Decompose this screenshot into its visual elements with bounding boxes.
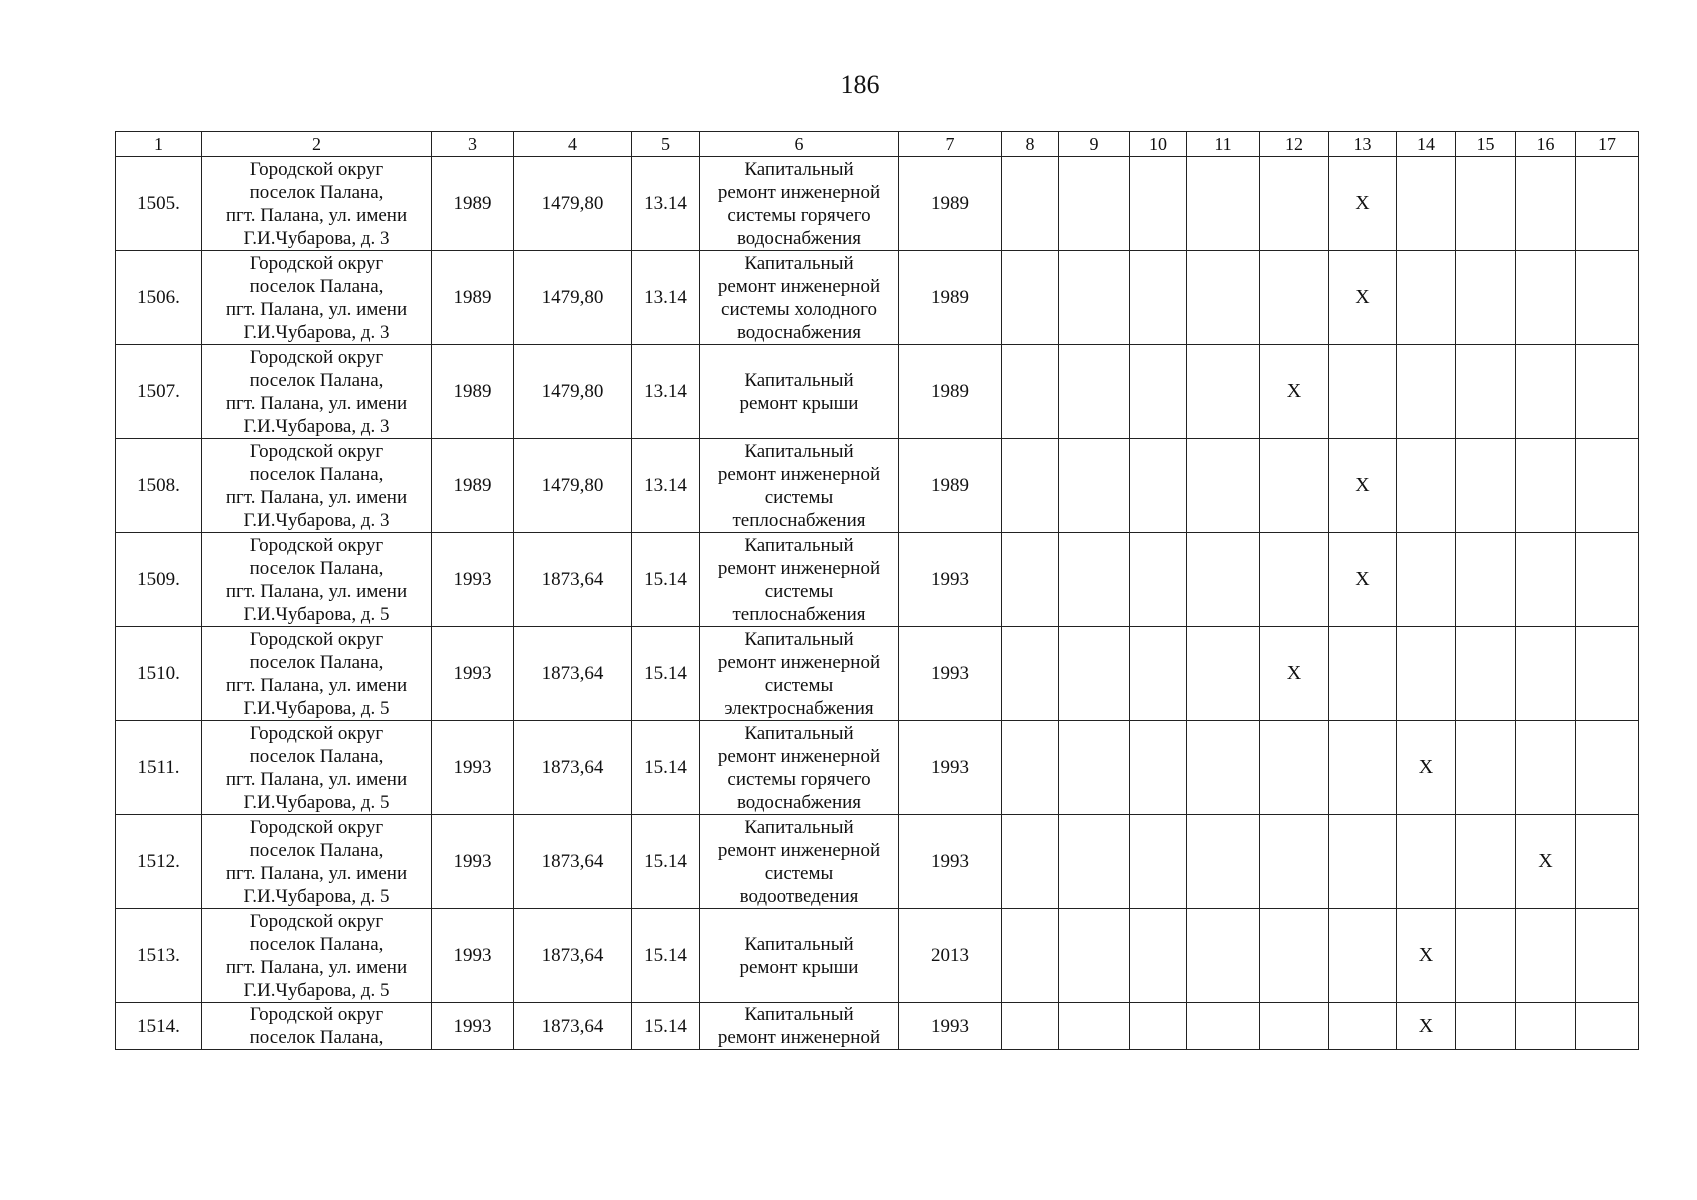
- mark-cell: [1516, 815, 1576, 909]
- address-line: пгт. Палана, ул. имени: [225, 580, 408, 602]
- address-line: Г.И.Чубарова, д. 5: [243, 791, 390, 813]
- area-cell: 1479,80: [514, 251, 632, 345]
- empty-cell: [1002, 909, 1059, 1003]
- work-type-cell: [700, 909, 899, 1003]
- x-mark: X: [1355, 568, 1370, 590]
- address-line: пгт. Палана, ул. имени: [225, 204, 408, 226]
- empty-cell: [1187, 157, 1260, 251]
- empty-cell: [1516, 1003, 1576, 1050]
- empty-cell: [1397, 251, 1456, 345]
- address-line: Г.И.Чубарова, д. 5: [243, 697, 390, 719]
- table-row: [116, 345, 1639, 439]
- empty-cell: [1130, 815, 1187, 909]
- empty-cell: [1260, 533, 1329, 627]
- empty-cell: [1187, 909, 1260, 1003]
- mark-cell: [1397, 721, 1456, 815]
- work-type-cell: [700, 439, 899, 533]
- row-number: 1510.: [116, 627, 202, 721]
- empty-cell: [1059, 815, 1130, 909]
- code-cell: 15.14: [632, 533, 700, 627]
- address-line: пгт. Палана, ул. имени: [225, 392, 408, 414]
- work-type-cell: [700, 157, 899, 251]
- year-cell: 1993: [432, 721, 514, 815]
- address-line: пгт. Палана, ул. имени: [225, 298, 408, 320]
- empty-cell: [1516, 533, 1576, 627]
- work-line: электроснабжения: [724, 697, 874, 719]
- empty-cell: [1516, 345, 1576, 439]
- work-line: системы: [764, 486, 834, 508]
- empty-cell: [1456, 345, 1516, 439]
- address-line: Городской округ: [249, 252, 384, 274]
- work-line: водоснабжения: [736, 227, 862, 249]
- area-cell: 1873,64: [514, 533, 632, 627]
- row-number: 1514.: [116, 1003, 202, 1050]
- year-cell: 1989: [432, 439, 514, 533]
- mark-cell: [1329, 533, 1397, 627]
- work-type-cell: [700, 533, 899, 627]
- column-header-10: 10: [1130, 132, 1187, 157]
- row-number: 1509.: [116, 533, 202, 627]
- address-line: Городской округ: [249, 628, 384, 650]
- row-number: 1506.: [116, 251, 202, 345]
- address-line: Городской округ: [249, 158, 384, 180]
- address-line: Городской округ: [249, 722, 384, 744]
- work-line: теплоснабжения: [732, 509, 866, 531]
- x-mark: X: [1418, 944, 1434, 966]
- empty-cell: [1397, 157, 1456, 251]
- empty-cell: [1187, 815, 1260, 909]
- area-cell: 1873,64: [514, 909, 632, 1003]
- empty-cell: [1516, 627, 1576, 721]
- empty-cell: [1002, 533, 1059, 627]
- address-line: поселок Палана,: [249, 463, 384, 485]
- table-row: [116, 251, 1639, 345]
- row-number: 1511.: [116, 721, 202, 815]
- table-row: [116, 815, 1639, 909]
- column-header-12: 12: [1260, 132, 1329, 157]
- empty-cell: [1187, 721, 1260, 815]
- address-line: Г.И.Чубарова, д. 3: [243, 227, 390, 249]
- register-table: [115, 131, 1639, 1050]
- address-line: Г.И.Чубарова, д. 3: [243, 509, 390, 531]
- empty-cell: [1059, 251, 1130, 345]
- empty-cell: [1260, 909, 1329, 1003]
- address-line: пгт. Палана, ул. имени: [225, 862, 408, 884]
- planned-year-cell: 1993: [899, 815, 1002, 909]
- table-row: [116, 721, 1639, 815]
- empty-cell: [1397, 627, 1456, 721]
- empty-cell: [1516, 251, 1576, 345]
- empty-cell: [1059, 1003, 1130, 1050]
- empty-cell: [1576, 439, 1639, 533]
- work-type-cell: [700, 251, 899, 345]
- empty-cell: [1576, 157, 1639, 251]
- column-header-17: 17: [1576, 132, 1639, 157]
- address-line: Городской округ: [249, 346, 384, 368]
- empty-cell: [1059, 533, 1130, 627]
- address-line: Городской округ: [249, 910, 384, 932]
- year-cell: 1993: [432, 909, 514, 1003]
- empty-cell: [1456, 439, 1516, 533]
- year-cell: 1993: [432, 533, 514, 627]
- address-line: пгт. Палана, ул. имени: [225, 768, 408, 790]
- empty-cell: [1187, 627, 1260, 721]
- work-line: Капитальный: [744, 158, 854, 180]
- x-mark: X: [1286, 380, 1302, 402]
- work-type-cell: [700, 627, 899, 721]
- work-line: ремонт инженерной: [717, 181, 881, 203]
- mark-cell: [1329, 439, 1397, 533]
- empty-cell: [1187, 251, 1260, 345]
- column-header-8: 8: [1002, 132, 1059, 157]
- address-line: поселок Палана,: [249, 651, 384, 673]
- empty-cell: [1002, 627, 1059, 721]
- code-cell: 15.14: [632, 1003, 700, 1050]
- empty-cell: [1130, 251, 1187, 345]
- address-line: поселок Палана,: [249, 745, 384, 767]
- empty-cell: [1260, 815, 1329, 909]
- empty-cell: [1576, 251, 1639, 345]
- work-line: ремонт крыши: [739, 392, 859, 414]
- empty-cell: [1260, 251, 1329, 345]
- address-line: поселок Палана,: [249, 275, 384, 297]
- column-header-9: 9: [1059, 132, 1130, 157]
- address-line: поселок Палана,: [249, 181, 384, 203]
- work-line: Капитальный: [744, 933, 854, 955]
- planned-year-cell: 2013: [899, 909, 1002, 1003]
- work-line: Капитальный: [744, 1004, 854, 1025]
- table-row: [116, 909, 1639, 1003]
- x-mark: X: [1538, 850, 1553, 872]
- column-header-3: 3: [432, 132, 514, 157]
- code-cell: 13.14: [632, 251, 700, 345]
- address-line: поселок Палана,: [249, 1027, 384, 1048]
- work-line: теплоснабжения: [732, 603, 866, 625]
- empty-cell: [1260, 157, 1329, 251]
- empty-cell: [1002, 345, 1059, 439]
- empty-cell: [1456, 909, 1516, 1003]
- x-mark: X: [1286, 662, 1302, 684]
- work-line: системы: [764, 862, 834, 884]
- year-cell: 1993: [432, 815, 514, 909]
- empty-cell: [1002, 157, 1059, 251]
- code-cell: 13.14: [632, 345, 700, 439]
- work-line: ремонт инженерной: [717, 1027, 881, 1048]
- empty-cell: [1329, 1003, 1397, 1050]
- empty-cell: [1002, 1003, 1059, 1050]
- work-line: ремонт инженерной: [717, 745, 881, 767]
- address-line: Городской округ: [249, 816, 384, 838]
- row-number: 1507.: [116, 345, 202, 439]
- empty-cell: [1576, 815, 1639, 909]
- table-row: [116, 533, 1639, 627]
- mark-cell: [1397, 1003, 1456, 1050]
- row-number: 1505.: [116, 157, 202, 251]
- planned-year-cell: 1989: [899, 157, 1002, 251]
- empty-cell: [1456, 533, 1516, 627]
- empty-cell: [1456, 721, 1516, 815]
- work-line: Капитальный: [744, 534, 854, 556]
- empty-cell: [1002, 721, 1059, 815]
- x-mark: X: [1355, 474, 1370, 496]
- code-cell: 13.14: [632, 157, 700, 251]
- work-type-cell: [700, 815, 899, 909]
- address-line: Г.И.Чубарова, д. 5: [243, 979, 390, 1001]
- table-row: [116, 157, 1639, 251]
- mark-cell: [1260, 627, 1329, 721]
- empty-cell: [1329, 721, 1397, 815]
- area-cell: 1479,80: [514, 439, 632, 533]
- mark-cell: [1260, 345, 1329, 439]
- planned-year-cell: 1989: [899, 345, 1002, 439]
- table-row: [116, 627, 1639, 721]
- planned-year-cell: 1993: [899, 533, 1002, 627]
- address-line: Городской округ: [249, 1004, 384, 1025]
- empty-cell: [1576, 909, 1639, 1003]
- address-cell: [202, 721, 432, 815]
- address-line: пгт. Палана, ул. имени: [225, 486, 408, 508]
- address-cell: [202, 1003, 432, 1050]
- row-number: 1513.: [116, 909, 202, 1003]
- address-line: поселок Палана,: [249, 933, 384, 955]
- x-mark: X: [1355, 286, 1370, 308]
- table-row: [116, 1003, 1639, 1050]
- work-line: водоотведения: [739, 885, 859, 907]
- empty-cell: [1576, 627, 1639, 721]
- empty-cell: [1130, 909, 1187, 1003]
- area-cell: 1873,64: [514, 721, 632, 815]
- work-line: ремонт инженерной: [717, 275, 881, 297]
- empty-cell: [1130, 1003, 1187, 1050]
- work-type-cell: [700, 345, 899, 439]
- column-header-13: 13: [1329, 132, 1397, 157]
- work-line: Капитальный: [744, 628, 854, 650]
- column-header-11: 11: [1187, 132, 1260, 157]
- empty-cell: [1130, 157, 1187, 251]
- x-mark: X: [1418, 1014, 1434, 1037]
- area-cell: 1479,80: [514, 157, 632, 251]
- address-cell: [202, 909, 432, 1003]
- column-header-16: 16: [1516, 132, 1576, 157]
- empty-cell: [1397, 533, 1456, 627]
- column-header-1: 1: [116, 132, 202, 157]
- empty-cell: [1397, 345, 1456, 439]
- address-line: Г.И.Чубарова, д. 3: [243, 415, 390, 437]
- empty-cell: [1130, 627, 1187, 721]
- work-line: системы: [764, 580, 834, 602]
- address-line: Городской округ: [249, 534, 384, 556]
- x-mark: X: [1355, 192, 1370, 214]
- empty-cell: [1187, 533, 1260, 627]
- mark-cell: [1329, 251, 1397, 345]
- code-cell: 15.14: [632, 909, 700, 1003]
- empty-cell: [1002, 439, 1059, 533]
- empty-cell: [1456, 815, 1516, 909]
- empty-cell: [1002, 251, 1059, 345]
- column-header-4: 4: [514, 132, 632, 157]
- column-header-14: 14: [1397, 132, 1456, 157]
- empty-cell: [1130, 533, 1187, 627]
- code-cell: 15.14: [632, 721, 700, 815]
- address-cell: [202, 439, 432, 533]
- column-header-5: 5: [632, 132, 700, 157]
- empty-cell: [1329, 909, 1397, 1003]
- empty-cell: [1456, 1003, 1516, 1050]
- address-cell: [202, 157, 432, 251]
- planned-year-cell: 1989: [899, 439, 1002, 533]
- address-line: Г.И.Чубарова, д. 3: [243, 321, 390, 343]
- year-cell: 1989: [432, 251, 514, 345]
- year-cell: 1989: [432, 345, 514, 439]
- empty-cell: [1059, 157, 1130, 251]
- empty-cell: [1329, 627, 1397, 721]
- work-line: ремонт инженерной: [717, 463, 881, 485]
- empty-cell: [1187, 439, 1260, 533]
- row-number: 1508.: [116, 439, 202, 533]
- year-cell: 1993: [432, 627, 514, 721]
- page-number: 186: [840, 70, 880, 99]
- code-cell: 15.14: [632, 815, 700, 909]
- planned-year-cell: 1993: [899, 1003, 1002, 1050]
- work-line: Капитальный: [744, 440, 854, 462]
- empty-cell: [1516, 909, 1576, 1003]
- address-line: поселок Палана,: [249, 557, 384, 579]
- row-number: 1512.: [116, 815, 202, 909]
- empty-cell: [1260, 1003, 1329, 1050]
- empty-cell: [1576, 533, 1639, 627]
- empty-cell: [1130, 345, 1187, 439]
- code-cell: 15.14: [632, 627, 700, 721]
- year-cell: 1993: [432, 1003, 514, 1050]
- address-line: Городской округ: [249, 440, 384, 462]
- empty-cell: [1576, 721, 1639, 815]
- mark-cell: [1329, 157, 1397, 251]
- work-line: Капитальный: [744, 252, 854, 274]
- address-line: поселок Палана,: [249, 839, 384, 861]
- work-type-cell: [700, 1003, 899, 1050]
- address-cell: [202, 533, 432, 627]
- column-header-6: 6: [700, 132, 899, 157]
- empty-cell: [1456, 157, 1516, 251]
- empty-cell: [1397, 439, 1456, 533]
- planned-year-cell: 1993: [899, 721, 1002, 815]
- work-line: ремонт инженерной: [717, 651, 881, 673]
- area-cell: 1873,64: [514, 815, 632, 909]
- empty-cell: [1002, 815, 1059, 909]
- address-cell: [202, 251, 432, 345]
- work-line: ремонт инженерной: [717, 839, 881, 861]
- code-cell: 13.14: [632, 439, 700, 533]
- table-row: [116, 439, 1639, 533]
- work-line: ремонт инженерной: [717, 557, 881, 579]
- column-header-15: 15: [1456, 132, 1516, 157]
- work-line: системы: [764, 674, 834, 696]
- work-line: водоснабжения: [736, 321, 862, 343]
- empty-cell: [1059, 721, 1130, 815]
- area-cell: 1873,64: [514, 1003, 632, 1050]
- empty-cell: [1329, 815, 1397, 909]
- work-type-cell: [700, 721, 899, 815]
- address-line: пгт. Палана, ул. имени: [225, 956, 408, 978]
- work-line: системы горячего: [727, 204, 871, 226]
- year-cell: 1989: [432, 157, 514, 251]
- area-cell: 1873,64: [514, 627, 632, 721]
- empty-cell: [1260, 439, 1329, 533]
- work-line: Капитальный: [744, 369, 854, 391]
- work-line: Капитальный: [744, 816, 854, 838]
- empty-cell: [1576, 345, 1639, 439]
- address-line: поселок Палана,: [249, 369, 384, 391]
- empty-cell: [1516, 721, 1576, 815]
- column-header-2: 2: [202, 132, 432, 157]
- area-cell: 1479,80: [514, 345, 632, 439]
- empty-cell: [1260, 721, 1329, 815]
- empty-cell: [1187, 345, 1260, 439]
- empty-cell: [1456, 627, 1516, 721]
- empty-cell: [1059, 345, 1130, 439]
- empty-cell: [1059, 627, 1130, 721]
- address-cell: [202, 627, 432, 721]
- work-line: Капитальный: [744, 722, 854, 744]
- header-row: [116, 132, 1639, 157]
- address-cell: [202, 345, 432, 439]
- work-line: ремонт крыши: [739, 956, 859, 978]
- address-line: пгт. Палана, ул. имени: [225, 674, 408, 696]
- address-line: Г.И.Чубарова, д. 5: [243, 603, 390, 625]
- planned-year-cell: 1989: [899, 251, 1002, 345]
- table-body: [116, 157, 1639, 1050]
- empty-cell: [1187, 1003, 1260, 1050]
- empty-cell: [1329, 345, 1397, 439]
- empty-cell: [1456, 251, 1516, 345]
- empty-cell: [1130, 439, 1187, 533]
- address-line: Г.И.Чубарова, д. 5: [243, 885, 390, 907]
- x-mark: X: [1418, 756, 1434, 778]
- empty-cell: [1059, 439, 1130, 533]
- empty-cell: [1516, 157, 1576, 251]
- mark-cell: [1397, 909, 1456, 1003]
- work-line: водоснабжения: [736, 791, 862, 813]
- empty-cell: [1576, 1003, 1639, 1050]
- empty-cell: [1059, 909, 1130, 1003]
- work-line: системы горячего: [727, 768, 871, 790]
- planned-year-cell: 1993: [899, 627, 1002, 721]
- address-cell: [202, 815, 432, 909]
- empty-cell: [1516, 439, 1576, 533]
- empty-cell: [1397, 815, 1456, 909]
- work-line: системы холодного: [721, 298, 877, 320]
- column-header-7: 7: [899, 132, 1002, 157]
- empty-cell: [1130, 721, 1187, 815]
